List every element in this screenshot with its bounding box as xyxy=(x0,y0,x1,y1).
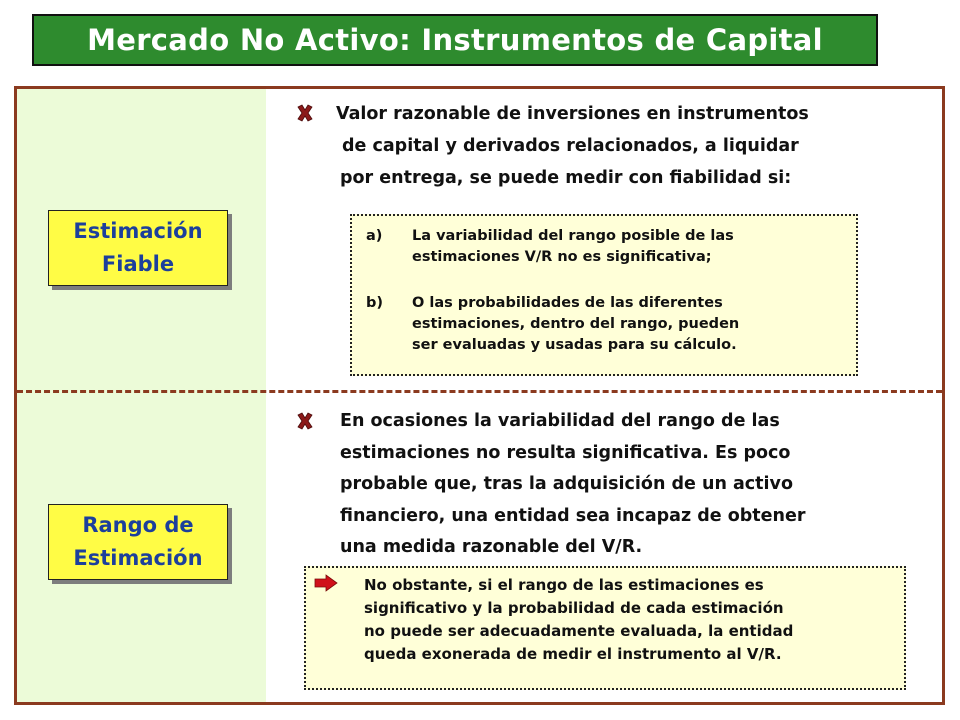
estimacion-fiable-label xyxy=(48,210,228,286)
bottom-bullet-text xyxy=(340,406,920,564)
text-line: estimaciones no resulta significativa. Es poco xyxy=(340,442,791,463)
condition-a xyxy=(366,226,846,270)
x-mark-icon xyxy=(296,104,314,122)
condition-key: a) xyxy=(366,228,383,244)
condition-line: estimaciones, dentro del rango, pueden xyxy=(412,316,740,332)
note-line: No obstante, si el rango de las estimaciones es xyxy=(364,576,764,594)
x-mark-icon xyxy=(296,412,314,430)
text-line: probable que, tras la adquisición de un activo xyxy=(340,474,793,494)
condition-line: ser evaluadas y usadas para su cálculo. xyxy=(412,337,737,353)
note-line: significativo y la probabilidad de cada estimación xyxy=(364,599,784,617)
label-line: Fiable xyxy=(101,252,175,276)
label-line: Rango de xyxy=(82,513,194,537)
note-line: no puede ser adecuadamente evaluada, la entidad xyxy=(364,622,794,640)
note-text xyxy=(364,574,793,666)
section-divider xyxy=(17,390,942,393)
condition-line: La variabilidad del rango posible de las xyxy=(412,228,734,244)
conditions-box xyxy=(350,214,858,376)
text-line: de capital y derivados relacionados, a liquidar xyxy=(342,136,799,156)
note-line: queda exonerada de medir el instrumento al V/R. xyxy=(364,645,782,663)
condition-line: O las probabilidades de las diferentes xyxy=(412,295,723,311)
text-line: por entrega, se puede medir con fiabilidad si: xyxy=(340,168,792,188)
condition-b xyxy=(366,293,846,359)
text-line: En ocasiones la variabilidad del rango de las xyxy=(340,411,780,431)
text-line: financiero, una entidad sea incapaz de obtener xyxy=(340,505,806,526)
slide-title: Mercado No Activo: Instrumentos de Capital xyxy=(32,14,878,66)
text-line: una medida razonable del V/R. xyxy=(340,537,643,557)
arrow-right-icon xyxy=(314,574,338,592)
rango-estimacion-label xyxy=(48,504,228,580)
top-bullet-text xyxy=(336,98,916,194)
text-line: Valor razonable de inversiones en instrumentos xyxy=(336,104,809,124)
condition-key: b) xyxy=(366,295,384,311)
label-line: Estimación xyxy=(73,219,203,243)
label-line: Estimación xyxy=(73,546,203,570)
note-box xyxy=(304,566,906,690)
condition-line: estimaciones V/R no es significativa; xyxy=(412,249,712,265)
